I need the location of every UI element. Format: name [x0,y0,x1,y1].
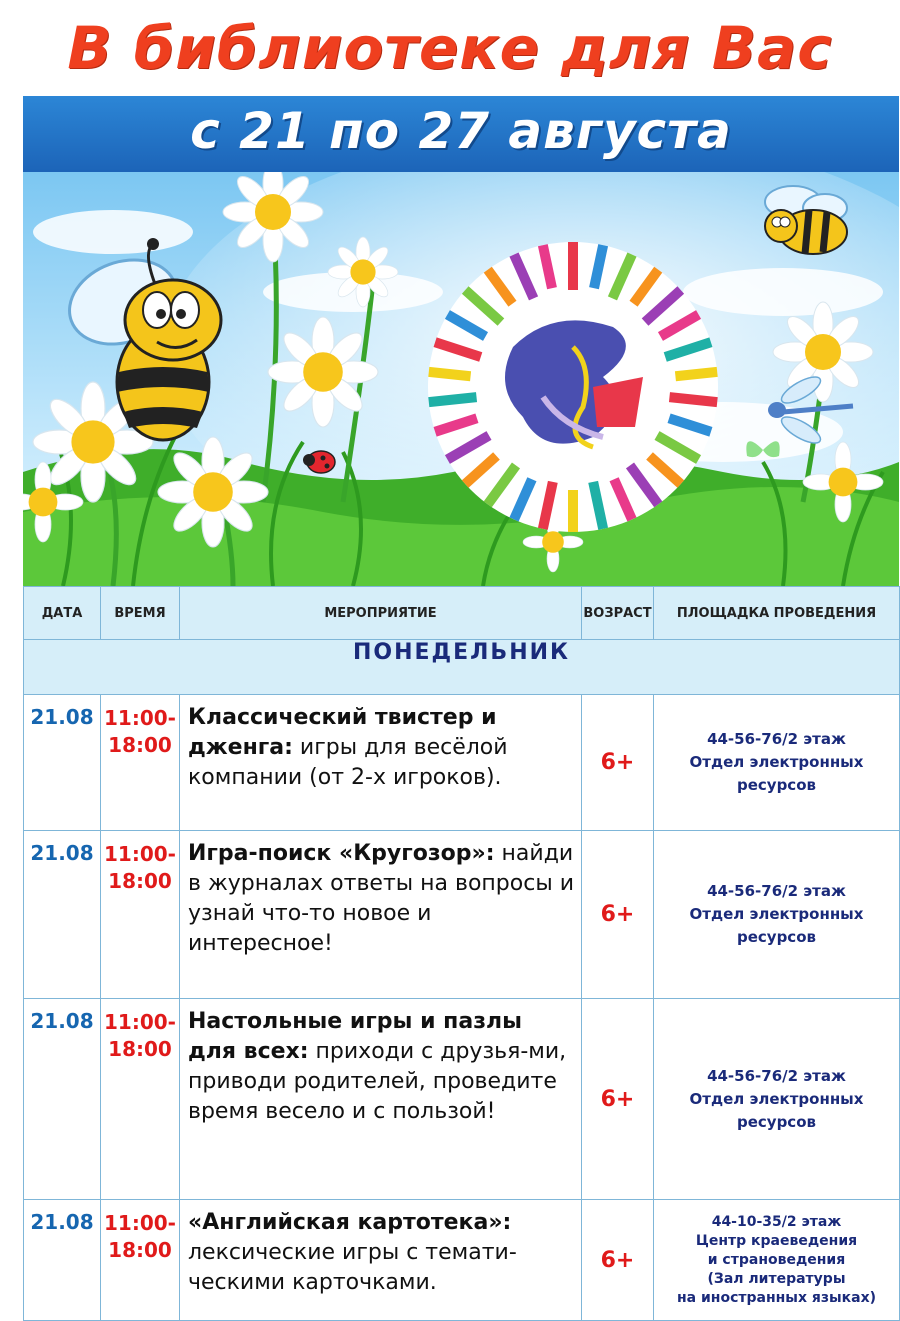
event-text: лексические игры с темати-ческими карточками. [188,1240,517,1295]
table-header-row [24,587,900,640]
place-line: 44-56-76/2 этаж [707,730,846,748]
table-row [24,831,900,999]
col-header-date: ДАТА [24,587,101,640]
event-place [654,695,900,831]
event-title: Настольные игры и пазлы для всех: [188,1009,522,1064]
event-description [180,831,582,999]
time-end: 18:00 [108,733,172,757]
place-line: 44-56-76/2 этаж [707,882,846,900]
schedule-table [23,586,900,1321]
time-end: 18:00 [108,1238,172,1262]
place-line: 44-10-35/2 этаж [711,1213,842,1230]
event-title: Игра-поиск «Кругозор»: [188,841,495,866]
time-start: 11:00- [104,1010,176,1034]
event-age: 6+ [582,831,654,999]
date-bar [23,96,899,172]
event-time [101,831,180,999]
col-header-age: ВОЗРАСТ [582,587,654,640]
place-line: (Зал литературы [707,1270,846,1287]
time-end: 18:00 [108,1037,172,1061]
event-description [180,695,582,831]
event-date: 21.08 [24,1200,101,1321]
event-time [101,695,180,831]
place-line: ресурсов [736,928,816,946]
time-start: 11:00- [104,842,176,866]
place-line: Отдел электронных [689,753,864,771]
place-line: Отдел электронных [689,1089,864,1108]
library-logo-icon [428,242,718,532]
event-age: 6+ [582,1200,654,1321]
event-date: 21.08 [24,999,101,1200]
place-line: и страноведения [707,1251,846,1268]
event-date: 21.08 [24,695,101,831]
place-line: ресурсов [736,776,816,794]
day-row [24,640,900,695]
event-place [654,1200,900,1321]
event-text: игры для весёлой компании (от 2-х игроков). [188,735,508,790]
event-time [101,999,180,1200]
time-start: 11:00- [104,1211,176,1235]
event-place [654,999,900,1200]
col-header-event: МЕРОПРИЯТИЕ [180,587,582,640]
day-label: ПОНЕДЕЛЬНИК [24,640,900,695]
place-line: ресурсов [736,1112,816,1131]
banner-illustration [23,172,899,586]
date-range: с 21 по 27 августа [190,102,732,160]
col-header-place: ПЛОЩАДКА ПРОВЕДЕНИЯ [654,587,900,640]
place-line: Центр краеведения [695,1232,858,1249]
table-row [24,695,900,831]
banner [23,96,899,586]
event-date: 21.08 [24,831,101,999]
place-line: на иностранных языках) [676,1289,877,1306]
event-age: 6+ [582,695,654,831]
event-text: приходи с друзья-ми, приводи родителей, проведите время весело и с пользой! [188,1039,567,1124]
event-place [654,831,900,999]
table-row [24,999,900,1200]
table-row [24,1200,900,1321]
time-start: 11:00- [104,706,176,730]
event-title: Классический твистер и дженга: [188,705,497,760]
poster-title: В библиотеке для Вас [67,14,833,82]
event-description [180,999,582,1200]
event-text: найди в журналах ответы на вопросы и узнай что-то новое и интересное! [188,841,574,956]
event-description [180,1200,582,1321]
place-line: 44-56-76/2 этаж [707,1066,846,1085]
place-line: Отдел электронных [689,905,864,923]
event-time [101,1200,180,1321]
time-end: 18:00 [108,869,172,893]
event-age: 6+ [582,999,654,1200]
col-header-time: ВРЕМЯ [101,587,180,640]
event-title: «Английская картотека»: [188,1210,512,1235]
